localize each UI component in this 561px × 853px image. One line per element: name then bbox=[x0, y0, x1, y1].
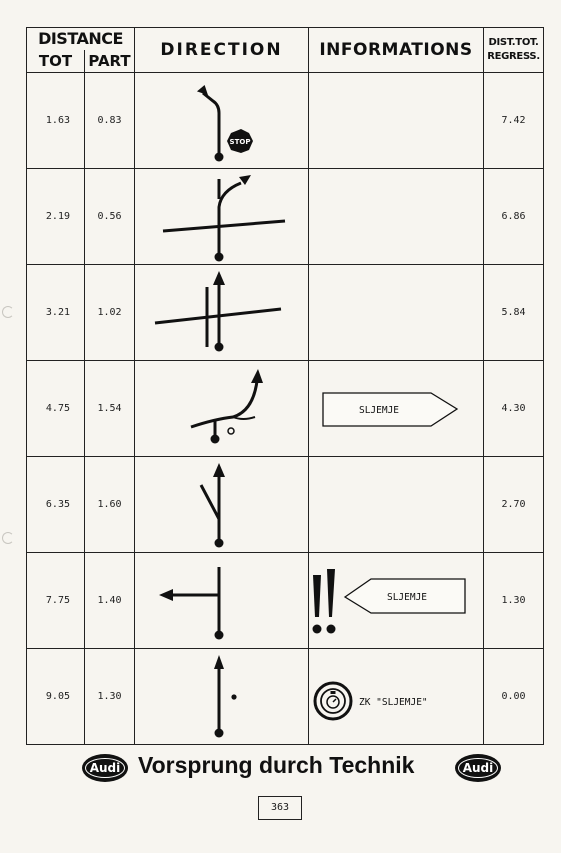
table-row bbox=[27, 361, 544, 457]
table-row bbox=[27, 265, 544, 361]
direction-cell bbox=[135, 73, 309, 169]
information-cell bbox=[309, 361, 484, 457]
distance-tot-cell: 1.63 bbox=[27, 73, 85, 169]
distance-part-cell: 1.30 bbox=[85, 649, 135, 745]
direction-cell bbox=[135, 457, 309, 553]
danger-double-exclamation-icon bbox=[309, 553, 336, 634]
direction-cell bbox=[135, 553, 309, 649]
distance-tot-cell: 3.21 bbox=[27, 265, 85, 361]
footer-banner bbox=[0, 750, 561, 786]
distance-part-cell: 1.02 bbox=[85, 265, 135, 361]
punch-hole-mark bbox=[2, 532, 14, 544]
time-control-info bbox=[309, 649, 484, 744]
straight-double-line-diagram bbox=[135, 265, 309, 360]
dist-tot-regress-header bbox=[484, 28, 544, 73]
table-row bbox=[27, 553, 544, 649]
audi-logo-right bbox=[455, 754, 501, 782]
time-control-label: ZK "SLJEMJE" bbox=[359, 697, 428, 708]
straight-dot-diagram bbox=[135, 649, 309, 744]
roadbook-table bbox=[26, 27, 544, 745]
distance-part-cell: 1.40 bbox=[85, 553, 135, 649]
information-cell bbox=[309, 649, 484, 745]
distance-header: DISTANCE bbox=[27, 28, 135, 51]
audi-logo-text: Audi bbox=[458, 758, 499, 778]
regress-header-line2: REGRESS. bbox=[487, 51, 540, 62]
page-number: 363 bbox=[258, 796, 302, 820]
curve-right-diagram bbox=[135, 361, 309, 456]
t-left-diagram bbox=[135, 553, 309, 648]
distance-regress-cell: 4.30 bbox=[484, 361, 544, 457]
sign-label: SLJEMJE bbox=[358, 405, 400, 416]
information-cell bbox=[309, 553, 484, 649]
direction-cell bbox=[135, 169, 309, 265]
part-header: PART bbox=[85, 50, 135, 73]
direction-sign-right bbox=[309, 361, 484, 456]
distance-regress-cell: 2.70 bbox=[484, 457, 544, 553]
direction-cell bbox=[135, 649, 309, 745]
direction-cell bbox=[135, 361, 309, 457]
stop-sign-label: STOP bbox=[229, 138, 251, 146]
cross-turn-right-diagram bbox=[135, 169, 309, 264]
timer-stamp-icon bbox=[315, 683, 351, 719]
punch-hole-mark bbox=[2, 306, 14, 318]
distance-part-cell: 1.54 bbox=[85, 361, 135, 457]
information-cell bbox=[309, 169, 484, 265]
distance-regress-cell: 0.00 bbox=[484, 649, 544, 745]
information-cell bbox=[309, 73, 484, 169]
distance-tot-cell: 7.75 bbox=[27, 553, 85, 649]
stop-turn-left-diagram bbox=[135, 73, 309, 168]
distance-part-cell: 0.56 bbox=[85, 169, 135, 265]
table-row bbox=[27, 169, 544, 265]
direction-sign-left bbox=[309, 553, 484, 648]
stop-sign-icon bbox=[227, 129, 253, 153]
sign-label: SLJEMJE bbox=[386, 592, 428, 603]
distance-tot-cell: 9.05 bbox=[27, 649, 85, 745]
informations-header: INFORMATIONS bbox=[309, 28, 484, 73]
distance-part-cell: 1.60 bbox=[85, 457, 135, 553]
distance-part-cell: 0.83 bbox=[85, 73, 135, 169]
distance-regress-cell: 6.86 bbox=[484, 169, 544, 265]
information-cell bbox=[309, 457, 484, 553]
table-row bbox=[27, 457, 544, 553]
distance-regress-cell: 1.30 bbox=[484, 553, 544, 649]
distance-tot-cell: 4.75 bbox=[27, 361, 85, 457]
tot-header: TOT bbox=[27, 50, 85, 73]
audi-logo-text: Audi bbox=[85, 758, 126, 778]
slogan-text: Vorsprung durch Technik bbox=[138, 752, 415, 778]
distance-regress-cell: 5.84 bbox=[484, 265, 544, 361]
distance-tot-cell: 6.35 bbox=[27, 457, 85, 553]
audi-logo-left bbox=[82, 754, 128, 782]
regress-header-line1: DIST.TOT. bbox=[488, 37, 539, 48]
direction-header: DIRECTION bbox=[135, 28, 309, 73]
information-cell bbox=[309, 265, 484, 361]
distance-tot-cell: 2.19 bbox=[27, 169, 85, 265]
distance-regress-cell: 7.42 bbox=[484, 73, 544, 169]
direction-cell bbox=[135, 265, 309, 361]
fork-left-diagram bbox=[135, 457, 309, 552]
table-row bbox=[27, 649, 544, 745]
table-row bbox=[27, 73, 544, 169]
